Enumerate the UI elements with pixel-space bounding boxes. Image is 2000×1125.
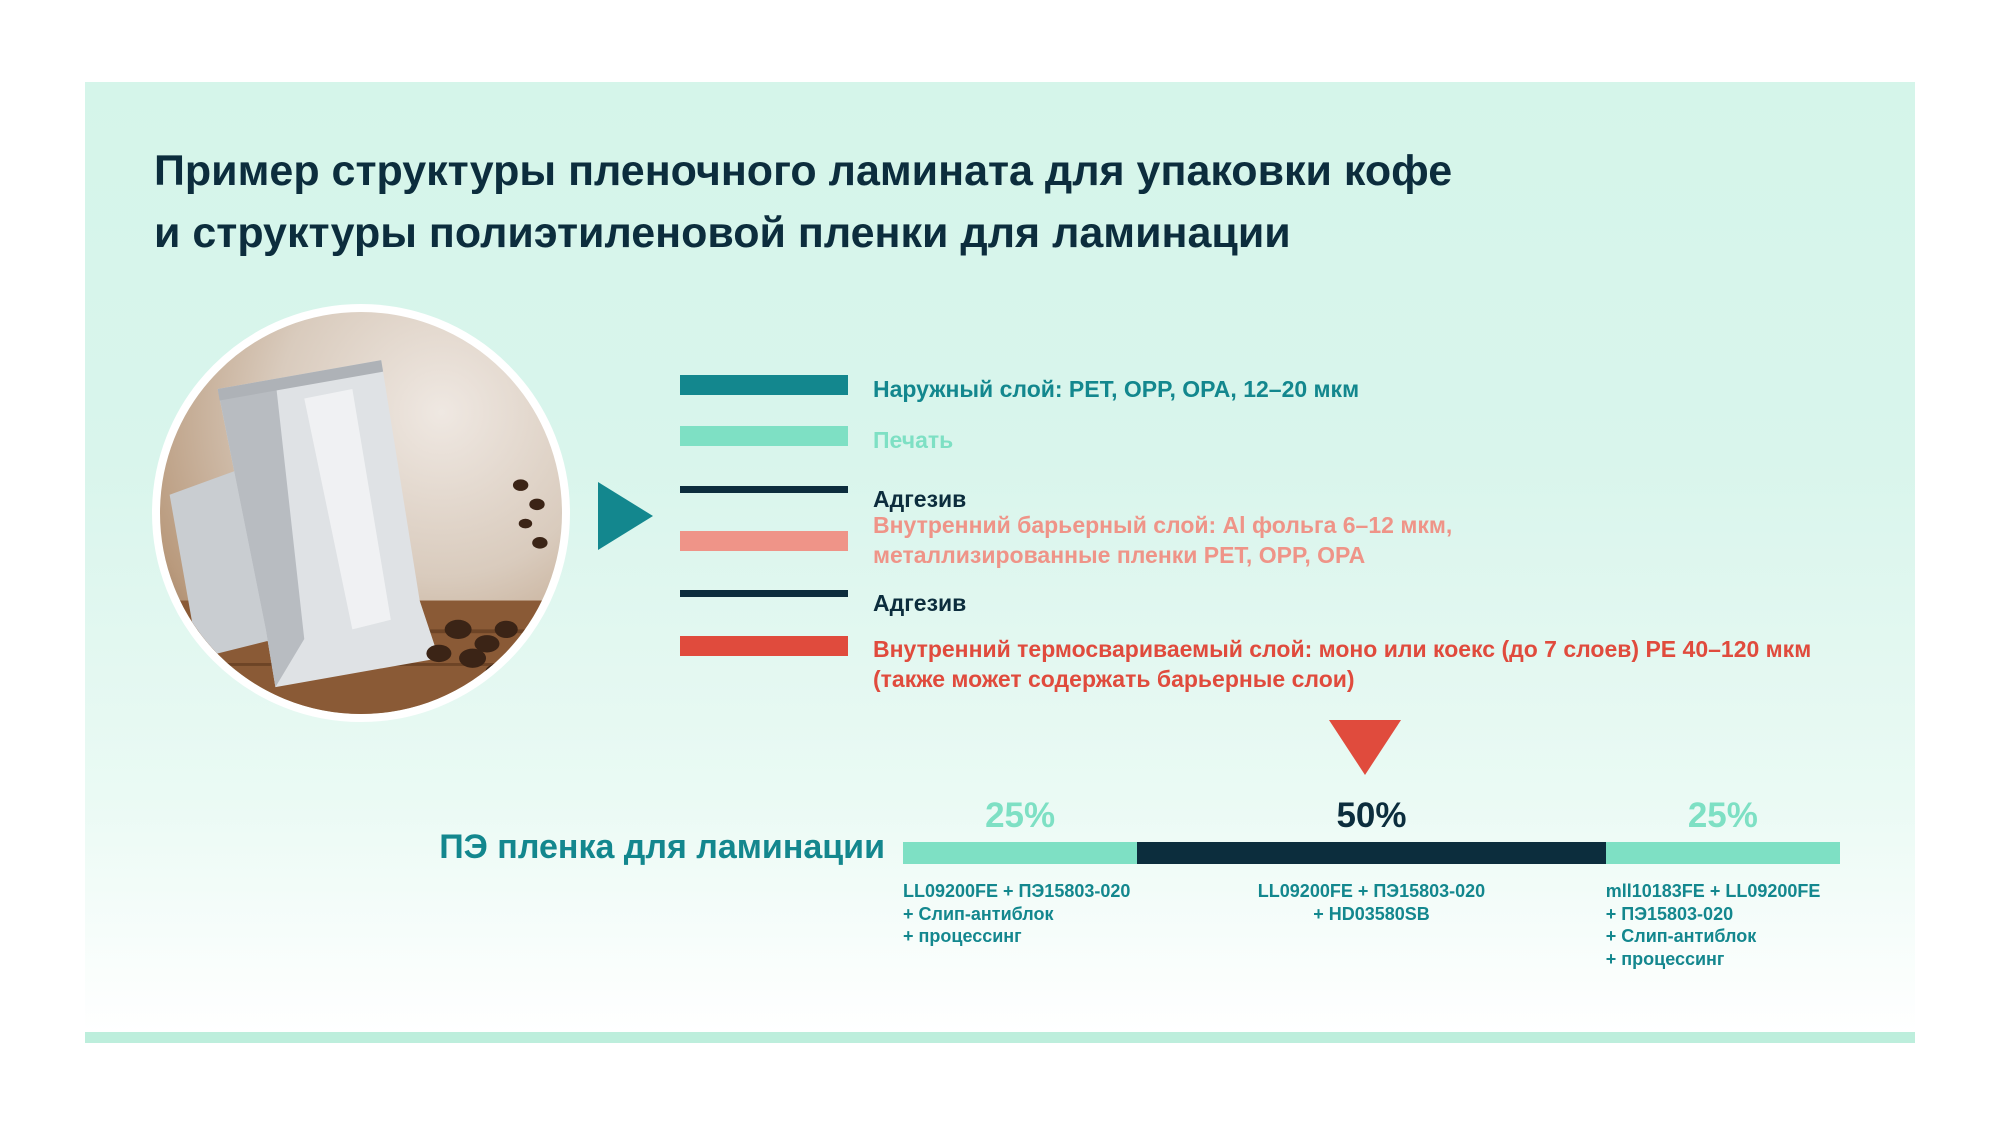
triangle-right-icon: [598, 482, 653, 550]
film-segment-description-line: + процессинг: [903, 926, 1022, 946]
film-segment-description: [903, 880, 1137, 948]
layer-label: [873, 374, 1359, 404]
layer-label-line: Адгезив: [873, 590, 967, 616]
layer-label: [873, 588, 966, 618]
layer-label-line: (также может содержать барьерные слои): [873, 666, 1355, 692]
film-segment-description-line: + HD03580SB: [1313, 903, 1430, 924]
pe-film-label: ПЭ пленка для ламинации: [439, 828, 885, 866]
film-segment-description-line: + ПЭ15803-020: [1605, 903, 1734, 924]
film-segment-percent: 50%: [1336, 796, 1407, 835]
film-segment-description-line: + Слип-антиблок: [903, 903, 1054, 924]
layer-label: [873, 425, 953, 455]
layer-bar: [680, 375, 848, 395]
layer-label-line: металлизированные пленки PET, OPP, OPA: [873, 542, 1366, 568]
layer-label-line: Наружный слой: PET, OPP, OPA, 12–20 мкм: [873, 376, 1360, 402]
film-segment-percent: 25%: [1687, 796, 1758, 835]
layer-bar: [680, 531, 848, 551]
film-segment: [903, 842, 1137, 864]
film-segment-description-line: LL09200FE + ПЭ15803-020: [1257, 881, 1486, 901]
layer-bar: [680, 426, 848, 446]
film-segment-percent: 25%: [985, 796, 1056, 835]
film-segment-description: [1606, 880, 1840, 970]
film-segment-description: [1137, 880, 1606, 925]
title-line-2: и структуры полиэтиленовой пленки для ламинации: [154, 209, 1291, 257]
coffee-bag-photo: [152, 304, 570, 722]
layer-label-line: Адгезив: [873, 486, 967, 512]
layer-label: [873, 510, 1452, 570]
film-segment: [1606, 842, 1840, 864]
film-segment: [1137, 842, 1606, 864]
film-segment-description-line: mll10183FE + LL09200FE: [1605, 881, 1821, 901]
triangle-down-icon: [1329, 720, 1401, 775]
page-title: [154, 140, 1452, 264]
layer-bar: [680, 590, 848, 597]
film-segment-description-line: LL09200FE + ПЭ15803-020: [903, 881, 1131, 901]
layer-label-line: Внутренний барьерный слой: Al фольга 6–12 мкм,: [873, 512, 1453, 538]
layer-label: [873, 634, 1811, 694]
film-segment-description-line: + процессинг: [1605, 948, 1725, 969]
bottom-divider: [85, 1032, 1915, 1043]
layer-label-line: Внутренний термосвариваемый слой: моно или коекс (до 7 слоев) PE 40–120 мкм: [873, 636, 1812, 662]
coffee-bag-illustration: [160, 312, 562, 714]
layer-bar: [680, 486, 848, 493]
layer-label-line: Печать: [873, 427, 954, 453]
layer-bar: [680, 636, 848, 656]
film-segment-description-line: + Слип-антиблок: [1605, 926, 1757, 946]
title-line-1: Пример структуры пленочного ламината для упаковки кофе: [154, 147, 1453, 195]
